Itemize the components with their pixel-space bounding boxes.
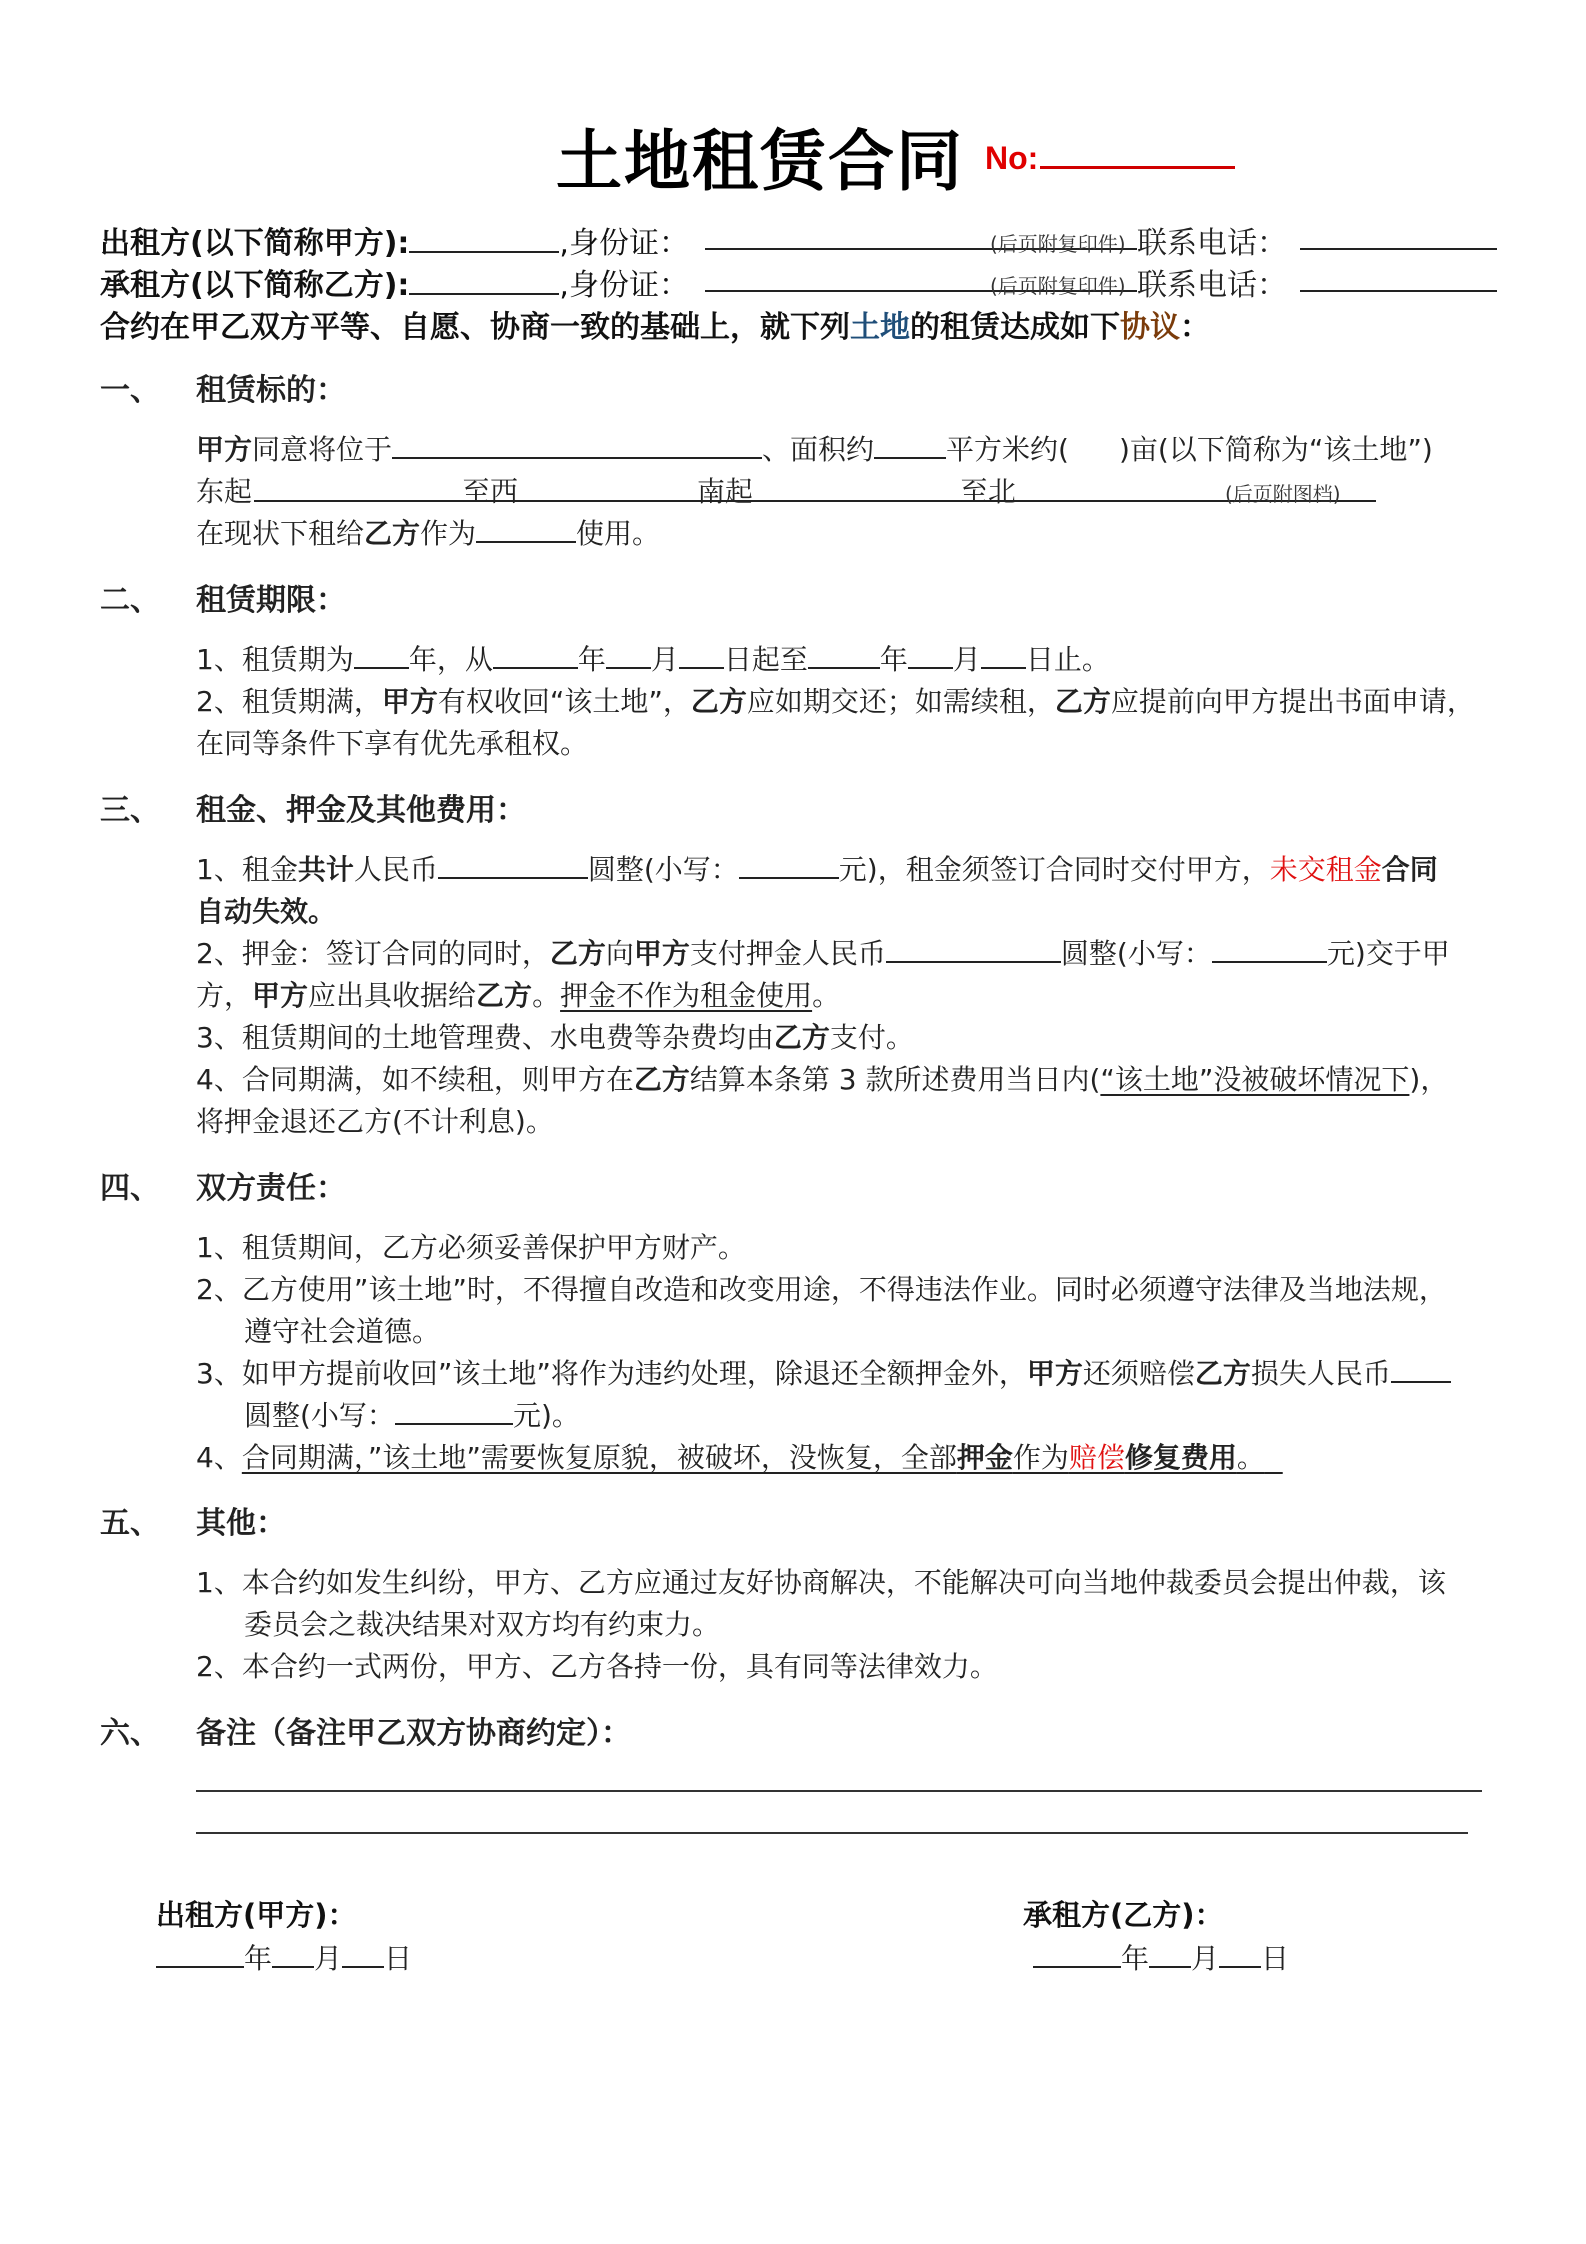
s3-item1-cont: 自动失效。	[196, 895, 337, 928]
text: 年	[1121, 1942, 1150, 1975]
intro-text	[100, 302, 1210, 346]
lessor-id-label: ,身份证：	[559, 226, 689, 261]
text: 向	[605, 937, 634, 970]
lessor-name-blank[interactable]	[409, 225, 559, 253]
intro-part: 合约在甲乙双方平等、自愿、协商一致的基础上，就下列	[100, 310, 850, 345]
term-years-blank[interactable]	[354, 641, 409, 669]
text: )，	[1409, 1063, 1449, 1096]
page-title: 土地租赁合同	[556, 123, 964, 200]
text: 在现状下租给	[196, 517, 365, 550]
section-number: 四、	[100, 1171, 160, 1206]
section-3-heading	[100, 785, 526, 829]
s2-item2-cont: 在同等条件下享有优先承租权。	[196, 727, 589, 760]
section-number: 六、	[100, 1716, 160, 1751]
section-number: 二、	[100, 583, 160, 618]
text: 有权收回“该土地”，	[437, 685, 691, 718]
s4-item4	[196, 1436, 1283, 1476]
boundary-north: 至北	[960, 475, 1017, 508]
start-month-blank[interactable]	[606, 641, 651, 669]
lessor-signature-label: 出租方(甲方)：	[156, 1898, 357, 1932]
s4-item1: 1、租赁期间，乙方必须妥善保护甲方财产。	[196, 1231, 746, 1264]
s3-item4-cont: 将押金退还乙方(不计利息)。	[196, 1105, 554, 1138]
lessee-phone-blank[interactable]	[1300, 264, 1497, 292]
start-year-blank[interactable]	[493, 641, 578, 669]
text: 合同	[1381, 853, 1438, 886]
section-number: 五、	[100, 1506, 160, 1541]
text: 元)。	[512, 1399, 580, 1432]
s5-item2: 2、本合约一式两份，甲方、乙方各持一份，具有同等法律效力。	[196, 1650, 998, 1683]
boundary-south: 南起	[697, 475, 754, 508]
lessor-row	[100, 218, 689, 262]
map-note: (后页附图档)	[1225, 482, 1341, 506]
remarks-line-1[interactable]	[196, 1790, 1482, 1792]
intro-part: 的租赁达成如下	[910, 310, 1120, 345]
party-b: 乙方	[476, 979, 533, 1012]
intro-part: ：	[1180, 310, 1210, 345]
text: 月	[1191, 1942, 1220, 1975]
lessee-month-blank[interactable]	[1149, 1940, 1191, 1968]
section-title: 租金、押金及其他费用：	[196, 793, 526, 828]
text: 。	[532, 979, 561, 1012]
text: 方，	[196, 979, 253, 1012]
lessee-year-blank[interactable]	[1033, 1940, 1121, 1968]
s3-item2	[196, 932, 1450, 972]
lessee-day-blank[interactable]	[1219, 1940, 1261, 1968]
undamaged-condition: “该土地”没被破坏情况下	[1100, 1063, 1410, 1096]
location-blank[interactable]	[392, 431, 762, 459]
intro-agreement: 协议	[1120, 310, 1180, 345]
text: 修复费用	[1124, 1441, 1237, 1474]
end-day-blank[interactable]	[981, 641, 1026, 669]
deposit-amount-blank[interactable]	[886, 935, 1061, 963]
section-6-heading	[100, 1708, 631, 1752]
s1-line1	[196, 428, 1433, 468]
end-year-blank[interactable]	[808, 641, 880, 669]
text: 年	[577, 643, 606, 676]
party-b: 乙方	[549, 937, 606, 970]
text: 。	[812, 979, 841, 1012]
text: 作为	[420, 517, 477, 550]
text: 日	[384, 1942, 413, 1975]
usage-blank[interactable]	[476, 515, 576, 543]
text: 年，从	[408, 643, 493, 676]
s3-item3	[196, 1016, 914, 1056]
deposit-note: 押金不作为租金使用	[560, 979, 813, 1012]
text: 圆整(小写：	[1060, 937, 1212, 970]
text: 日起至	[723, 643, 808, 676]
party-a: 甲方	[381, 685, 438, 718]
unpaid-rent-warning: 未交租金	[1269, 853, 1382, 886]
s1-line2	[196, 470, 252, 510]
party-a: 甲方	[196, 433, 253, 466]
lessor-month-blank[interactable]	[272, 1940, 314, 1968]
lessee-row	[100, 260, 689, 304]
text: 年	[879, 643, 908, 676]
text: 年	[244, 1942, 273, 1975]
text: 月	[314, 1942, 343, 1975]
text: 支付押金人民币	[689, 937, 886, 970]
s4-item2: 2、乙方使用”该土地”时，不得擅自改造和改变用途，不得违法作业。同时必须遵守法律及当地法规，	[196, 1273, 1447, 1306]
lessee-label: 承租方(以下简称乙方):	[100, 268, 410, 303]
section-title: 备注（备注甲乙双方协商约定）：	[196, 1716, 631, 1751]
lessor-signature-date	[156, 1937, 412, 1977]
text: )亩(以下简称为“该土地”)	[1118, 433, 1433, 466]
section-5-heading	[100, 1498, 286, 1542]
section-1-heading	[100, 365, 346, 409]
text: 日	[1261, 1942, 1290, 1975]
section-2-heading	[100, 575, 346, 619]
section-4-heading	[100, 1163, 346, 1207]
party-b: 乙方	[773, 1021, 830, 1054]
text: 应出具收据给	[308, 979, 477, 1012]
lessee-signature-date	[1033, 1937, 1289, 1977]
text: 4、合同期满，如不续租，则甲方在	[196, 1063, 634, 1096]
boundary-blank[interactable]	[254, 474, 1376, 502]
restoration-clause	[242, 1441, 1283, 1474]
text: 应提前向甲方提出书面申请，	[1110, 685, 1475, 718]
s5-item1-cont: 委员会之裁决结果对双方均有约束力。	[244, 1608, 721, 1641]
text: 。	[1236, 1441, 1265, 1474]
compensation-highlight: 赔偿	[1068, 1441, 1125, 1474]
contract-number-label: No:	[985, 140, 1039, 176]
s4-item3	[196, 1352, 1451, 1392]
party-a: 甲方	[1026, 1357, 1083, 1390]
remarks-line-2[interactable]	[196, 1832, 1468, 1834]
lessee-id-label: ,身份证：	[559, 268, 689, 303]
section-title: 租赁标的：	[196, 373, 346, 408]
compensation-figure-blank[interactable]	[395, 1397, 513, 1425]
s5-item1: 1、本合约如发生纠纷，甲方、乙方应通过友好协商解决，不能解决可向当地仲裁委员会提出仲裁，该	[196, 1566, 1446, 1599]
boundary-west: 至西	[462, 475, 519, 508]
text: 2、押金：签订合同的同时，	[196, 937, 550, 970]
s4-item3-cont	[244, 1394, 580, 1434]
s2-item2	[196, 680, 1475, 720]
party-b: 乙方	[1054, 685, 1111, 718]
section-number: 三、	[100, 793, 160, 828]
lessee-copy-note: (后页附复印件)	[990, 274, 1126, 298]
lessor-copy-note: (后页附复印件)	[990, 232, 1126, 256]
text: 损失人民币	[1250, 1357, 1391, 1390]
text: 4、	[196, 1441, 242, 1474]
section-title: 其他：	[196, 1506, 286, 1541]
lessor-phone-blank[interactable]	[1300, 222, 1497, 250]
text: 结算本条第 3 款所述费用当日内(	[689, 1063, 1101, 1096]
start-day-blank[interactable]	[679, 641, 724, 669]
lessee-signature-label: 承租方(乙方)：	[1023, 1898, 1224, 1932]
text: 圆整(小写：	[244, 1399, 395, 1432]
text: 3、如甲方提前收回”该土地”将作为违约处理，除退还全额押金外，	[196, 1357, 1027, 1390]
text: 共计	[297, 853, 354, 886]
contract-number-blank[interactable]	[1040, 140, 1235, 169]
rent-amount-blank[interactable]	[438, 851, 588, 879]
s3-item1	[196, 848, 1438, 888]
text: 、面积约	[762, 433, 875, 466]
party-b: 乙方	[1194, 1357, 1251, 1390]
lessor-year-blank[interactable]	[156, 1940, 244, 1968]
text: 日止。	[1025, 643, 1110, 676]
text: 平方米约(	[946, 433, 1069, 466]
s4-item2-cont: 遵守社会道德。	[244, 1315, 441, 1348]
text: 合同期满，”该土地”需要恢复原貌，被破坏，没恢复，全部	[241, 1441, 957, 1474]
party-b: 乙方	[364, 517, 421, 550]
s2-item1	[196, 638, 1110, 678]
text: 作为	[1012, 1441, 1069, 1474]
s3-item4	[196, 1058, 1448, 1098]
intro-land: 土地	[850, 310, 910, 345]
text: 使用。	[576, 517, 661, 550]
party-b: 乙方	[633, 1063, 690, 1096]
section-number: 一、	[100, 373, 160, 408]
party-a: 甲方	[252, 979, 309, 1012]
party-b: 乙方	[690, 685, 747, 718]
text: 押金	[956, 1441, 1013, 1474]
party-a: 甲方	[633, 937, 690, 970]
lessor-phone-label: 联系电话：	[1137, 226, 1287, 261]
text: 1、租赁期为	[196, 643, 354, 676]
section-title: 双方责任：	[196, 1171, 346, 1206]
text: 1、租金	[196, 853, 298, 886]
text: 元)交于甲	[1326, 937, 1450, 970]
deposit-figure-blank[interactable]	[1212, 935, 1327, 963]
text: 东起	[196, 475, 253, 508]
lessor-day-blank[interactable]	[342, 1940, 384, 1968]
lessee-phone-label: 联系电话：	[1137, 268, 1287, 303]
area-sqm-blank[interactable]	[874, 431, 946, 459]
text: 支付。	[829, 1021, 914, 1054]
end-month-blank[interactable]	[908, 641, 953, 669]
lessee-name-blank[interactable]	[409, 267, 559, 295]
s1-line3	[196, 512, 660, 552]
text: 元)，租金须签订合同时交付甲方，	[838, 853, 1270, 886]
text: 还须赔偿	[1082, 1357, 1195, 1390]
text: 月	[650, 643, 679, 676]
lessor-label: 出租方(以下简称甲方):	[100, 226, 410, 261]
text: 3、租赁期间的土地管理费、水电费等杂费均由	[196, 1021, 774, 1054]
text: 月	[952, 643, 981, 676]
text: 同意将位于	[252, 433, 393, 466]
text: 圆整(小写：	[587, 853, 739, 886]
s3-item2-cont	[196, 974, 840, 1014]
rent-figure-blank[interactable]	[739, 851, 839, 879]
text: 人民币	[353, 853, 438, 886]
text: 2、租赁期满，	[196, 685, 382, 718]
contract-number	[985, 140, 1235, 177]
compensation-amount-blank[interactable]	[1391, 1355, 1451, 1383]
section-title: 租赁期限：	[196, 583, 346, 618]
text: 应如期交还；如需续租，	[746, 685, 1055, 718]
